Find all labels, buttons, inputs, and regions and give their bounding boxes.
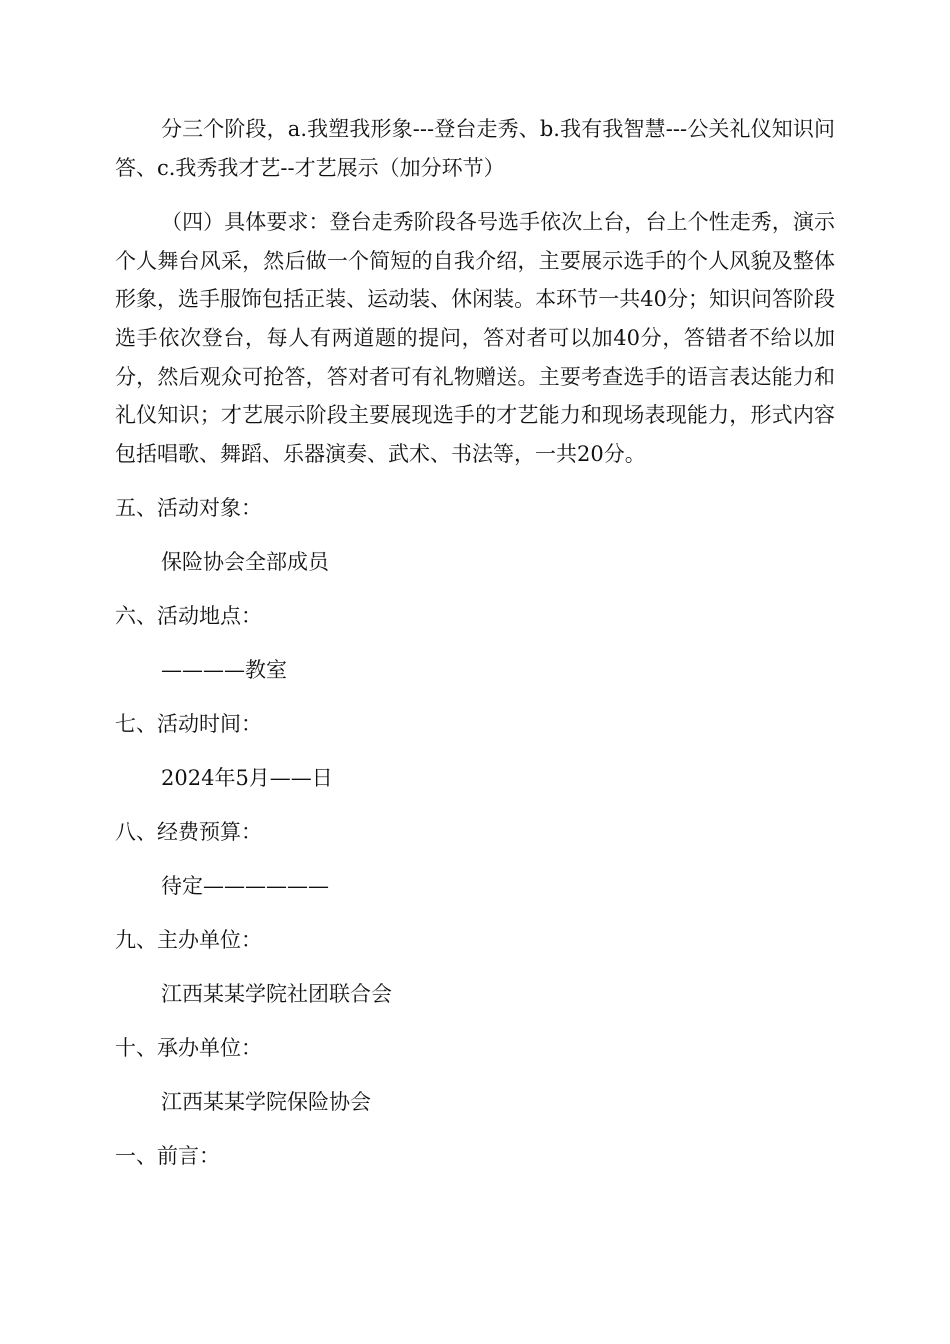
section-content-host: 江西某某学院保险协会 bbox=[161, 1090, 371, 1115]
section-content-organizer: 江西某某学院社团联合会 bbox=[161, 982, 392, 1007]
section-content-location: ————教室 bbox=[161, 658, 287, 683]
section-content-time: 2024年5月——日 bbox=[161, 766, 333, 791]
requirements-paragraph: （四）具体要求：登台走秀阶段各号选手依次上台，台上个性走秀，演示个人舞台风采，然后做一个简短的自我介绍，主要展示选手的个人风貌及整体形象，选手服饰包括正装、运动装、休闲装。本环节一共40分；知识问答阶段选手依次登台，每人有两道题的提问，答对者可以加40分，答错者不给以加分，然后观众可抢答，答对者可有礼物赠送。主要考查选手的语言表达能力和礼仪知识；才艺展示阶段主要展现选手的才艺能力和现场表现能力，形式内容包括唱歌、舞蹈、乐器演奏、武术、书法等，一共20分。 bbox=[115, 210, 835, 466]
section-heading-host: 十、承办单位： bbox=[115, 1036, 262, 1061]
section-heading-location: 六、活动地点： bbox=[115, 604, 262, 629]
section-heading-budget: 八、经费预算： bbox=[115, 820, 262, 845]
section-heading-target: 五、活动对象： bbox=[115, 496, 262, 521]
section-content-target: 保险协会全部成员 bbox=[161, 550, 329, 575]
document-page bbox=[115, 110, 835, 1175]
stages-paragraph: 分三个阶段，a.我塑我形象---登台走秀、b.我有我智慧---公关礼仪知识问答、c.我秀我才艺--才艺展示（加分环节） bbox=[115, 117, 835, 180]
section-heading-preface: 一、前言： bbox=[115, 1144, 220, 1169]
section-heading-time: 七、活动时间： bbox=[115, 712, 262, 737]
section-content-budget: 待定—————— bbox=[161, 874, 329, 899]
section-heading-organizer: 九、主办单位： bbox=[115, 928, 262, 953]
